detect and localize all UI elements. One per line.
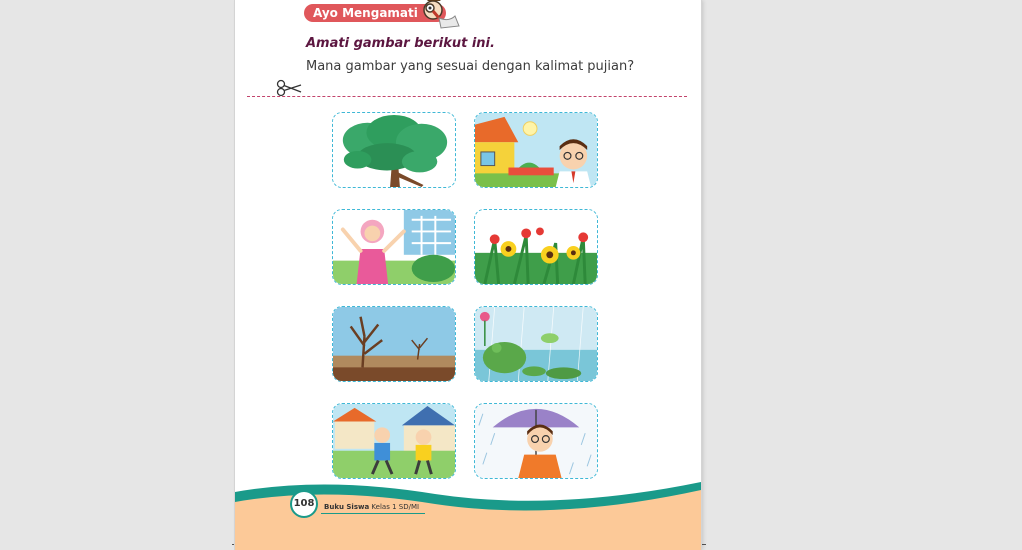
card-leafy-tree[interactable]: [332, 112, 456, 188]
page-number: 108: [290, 490, 318, 518]
book-title-bold: Buku Siswa: [324, 503, 370, 511]
question-text: Mana gambar yang sesuai dengan kalimat pujian?: [306, 59, 635, 74]
card-girl-in-garden[interactable]: [332, 209, 456, 285]
card-frog-pond[interactable]: [474, 306, 598, 382]
card-kids-playing[interactable]: [332, 403, 456, 479]
boy-house-image: [475, 113, 597, 187]
kids-playing-image: [333, 404, 455, 478]
book-title: [324, 503, 419, 511]
book-page: [235, 0, 701, 550]
cut-line: [247, 96, 687, 97]
card-dry-tree[interactable]: [332, 306, 456, 382]
section-badge: Ayo Mengamati: [304, 4, 446, 22]
flowers-image: [475, 210, 597, 284]
dry-tree-image: [333, 307, 455, 381]
card-flowers[interactable]: [474, 209, 598, 285]
footer-underline: [321, 513, 425, 514]
frog-pond-image: [475, 307, 597, 381]
boy-umbrella-image: [475, 404, 597, 478]
card-boy-by-house[interactable]: [474, 112, 598, 188]
scissors-icon: [275, 78, 303, 98]
girl-garden-image: [333, 210, 455, 284]
magnifier-icon: [413, 0, 461, 30]
instruction-text: Amati gambar berikut ini.: [306, 36, 495, 51]
card-boy-umbrella[interactable]: [474, 403, 598, 479]
leafy-tree-image: [333, 113, 455, 187]
book-class: Kelas 1 SD/MI: [369, 503, 420, 511]
